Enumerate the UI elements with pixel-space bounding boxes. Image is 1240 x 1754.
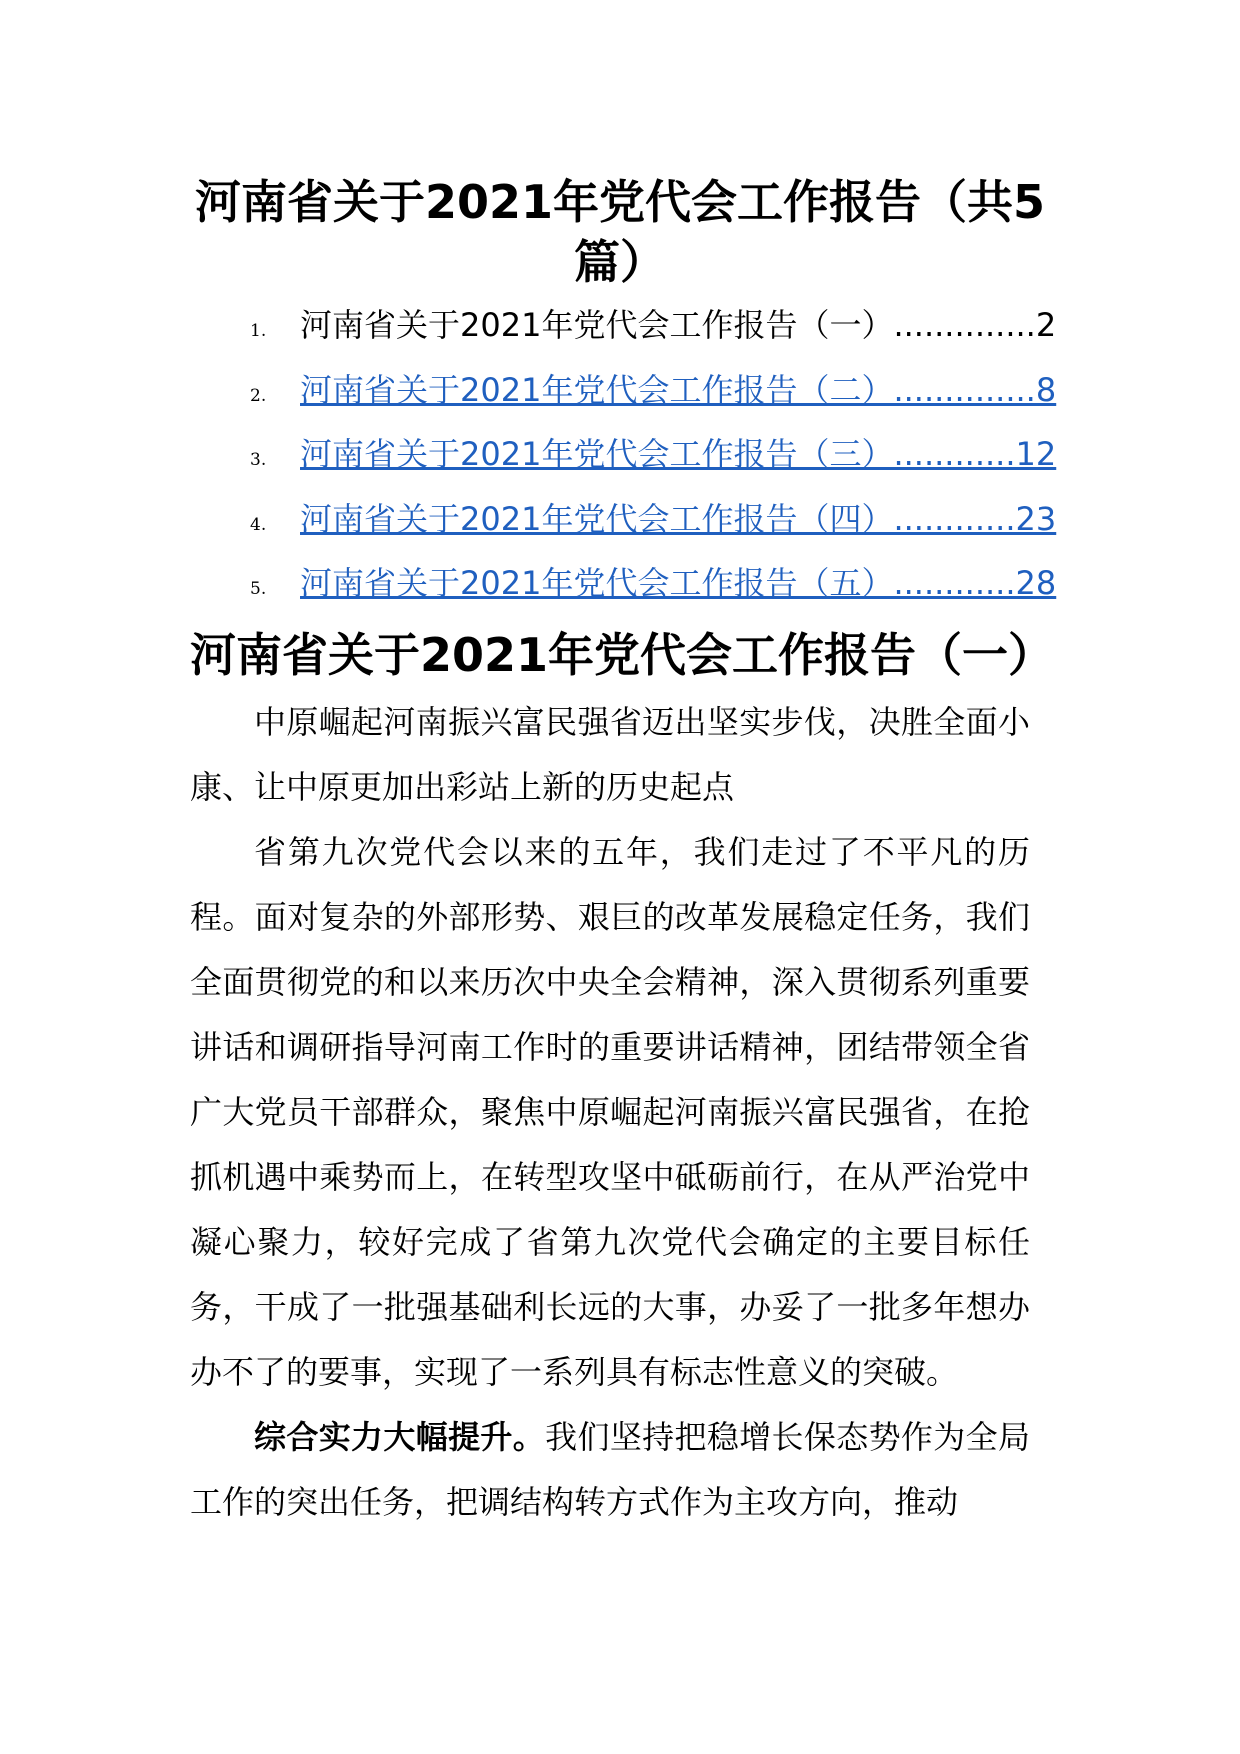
paragraph-3-text: 我们坚持把稳增长保态势作为全局工作的突出任务，把调结构转方式作为主攻方向，推动 — [190, 1418, 1030, 1521]
table-of-contents — [250, 300, 1060, 623]
toc-item-5 — [250, 558, 1060, 623]
document-title-line2: 篇） — [574, 235, 666, 289]
toc-item-1 — [250, 300, 1060, 365]
toc-number: 3. — [250, 450, 267, 470]
toc-item-2 — [250, 365, 1060, 430]
toc-number: 1. — [250, 321, 267, 341]
toc-link-5[interactable]: 河南省关于2021年党代会工作报告（五）............28 — [300, 564, 1057, 602]
toc-number: 4. — [250, 514, 267, 535]
document-body — [190, 690, 1030, 1535]
paragraph-3-lead: 综合实力大幅提升。 — [254, 1418, 546, 1456]
document-title-line1: 河南省关于2021年党代会工作报告（共5 — [194, 175, 1046, 229]
toc-link-2[interactable]: 河南省关于2021年党代会工作报告（二）..............8 — [300, 370, 1057, 409]
toc-item-3 — [250, 429, 1060, 494]
toc-link-3[interactable]: 河南省关于2021年党代会工作报告（三）............12 — [300, 435, 1057, 473]
toc-number: 2. — [250, 385, 267, 406]
toc-item-4 — [250, 494, 1060, 559]
section-title: 河南省关于2021年党代会工作报告（一） — [190, 628, 1055, 682]
toc-link-4[interactable]: 河南省关于2021年党代会工作报告（四）............23 — [300, 499, 1057, 538]
paragraph-1: 中原崛起河南振兴富民强省迈出坚实步伐，决胜全面小康、让中原更加出彩站上新的历史起点 — [190, 703, 1030, 806]
paragraph-2: 省第九次党代会以来的五年，我们走过了不平凡的历程。面对复杂的外部形势、艰巨的改革发展稳定任务，我们全面贯彻党的和以来历次中央全会精神，深入贯彻系列重要讲话和调研指导河南工作时的重要讲话精神，团结带领全省广大党员干部群众，聚焦中原崛起河南振兴富民强省，在抢抓机遇中乘势而上，在转型攻坚中砥砺前行，在从严治党中凝心聚力，较好完成了省第九次党代会确定的主要目标任务，干成了一批强基础利长远的大事，办妥了一批多年想办办不了的要事，实现了一系列具有标志性意义的突破。 — [190, 833, 1030, 1391]
toc-entry-1[interactable]: 河南省关于2021年党代会工作报告（一）..............2 — [300, 306, 1057, 344]
paragraph-3 — [190, 1405, 1030, 1535]
toc-number: 5. — [250, 579, 267, 599]
